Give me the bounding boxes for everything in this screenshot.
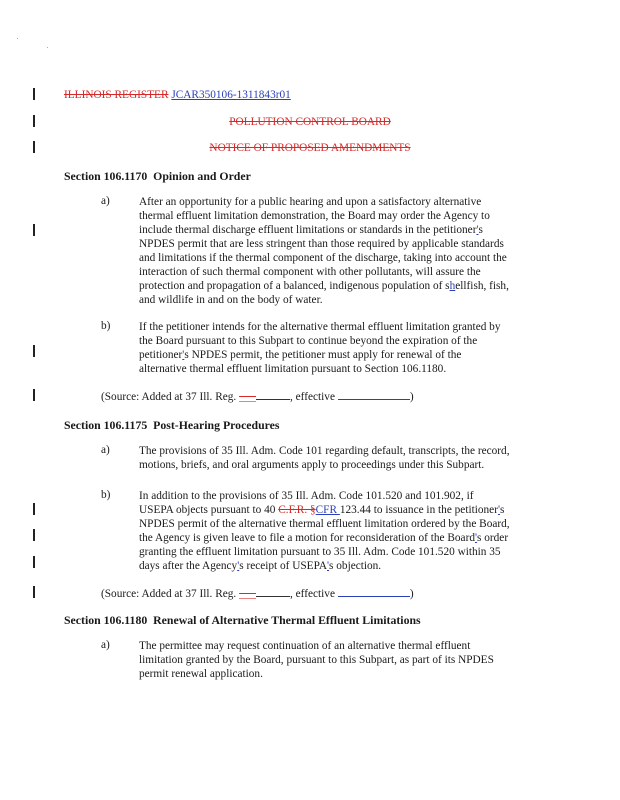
change-bar [33, 345, 35, 357]
register-deleted: ILLINOIS REGISTER [64, 89, 169, 101]
item-label: b) [101, 320, 111, 332]
change-bar [33, 556, 35, 568]
item-label: a) [101, 639, 110, 651]
section-heading-1180: Section 106.1180 Renewal of Alternative Thermal Effluent Limitations [64, 613, 421, 627]
section-heading-1170: Section 106.1170 Opinion and Order [64, 169, 251, 183]
section-1175-a-text: The provisions of 35 Ill. Adm. Code 101 regarding default, transcripts, the record, motions, briefs, and oral arguments apply to proceedings under this Subpart. [139, 445, 510, 471]
board-title: POLLUTION CONTROL BOARD [229, 116, 391, 128]
item-label: a) [101, 444, 110, 456]
section-1180-a-text: The permittee may request continuation of an alternative thermal effluent limitation granted by the Board, pursuant to this Subpart, as part of its NPDES permit renewal application. [139, 640, 494, 680]
item-label: a) [101, 195, 110, 207]
change-bar [33, 389, 35, 401]
source-note-1175: (Source: Added at 37 Ill. Reg. ___ , effective ) [101, 588, 414, 600]
change-bar [33, 586, 35, 598]
item-label: b) [101, 489, 111, 501]
scan-dot [47, 47, 48, 48]
register-inserted: JCAR350106-1311843r01 [171, 89, 291, 101]
source-note-1170: (Source: Added at 37 Ill. Reg. ___ , effective ) [101, 391, 414, 403]
section-1170-b-text: If the petitioner intends for the alternative thermal effluent limitation granted by the Board pursuant to this Subpart to continue beyond the expiration of the petitioner's NPDES permit, the petitioner must apply for renewal of the alternative thermal effluent limitation pursuant to Section 106.1180. [139, 321, 501, 375]
change-bar [33, 529, 35, 541]
change-bar [33, 224, 35, 236]
change-bar [33, 88, 35, 100]
section-heading-1175: Section 106.1175 Post-Hearing Procedures [64, 418, 280, 432]
notice-title: NOTICE OF PROPOSED AMENDMENTS [209, 142, 411, 154]
scan-dot [17, 38, 18, 39]
register-header [64, 88, 291, 102]
section-1170-a-text: After an opportunity for a public hearing and upon a satisfactory alternative thermal effluent limitation demonstration, the Board may order the Agency to include thermal discharge effluent limitations or standards in the petitioner's NPDES permit that are less stringent than those required by applicable standards and limitations if the thermal component of the discharge, taking into account the interaction of such thermal component with other pollutants, will assure the protection and propagation of a balanced, indigenous population of shellfish, fish, and wildlife in and on the body of water. [139, 196, 509, 306]
change-bar [33, 503, 35, 515]
section-1175-b-text: In addition to the provisions of 35 Ill. Adm. Code 101.520 and 101.902, if USEPA objects pursuant to 40 C.F.R. §CFR 123.44 to issuance in the petitioner's NPDES permit of the alternative thermal effluent limitation ordered by the Board, the Agency is given leave to file a motion for reconsideration of the Board's order granting the effluent limitation pursuant to 35 Ill. Adm. Code 101.520 within 35 days after the Agency's receipt of USEPA's objection. [139, 490, 510, 572]
